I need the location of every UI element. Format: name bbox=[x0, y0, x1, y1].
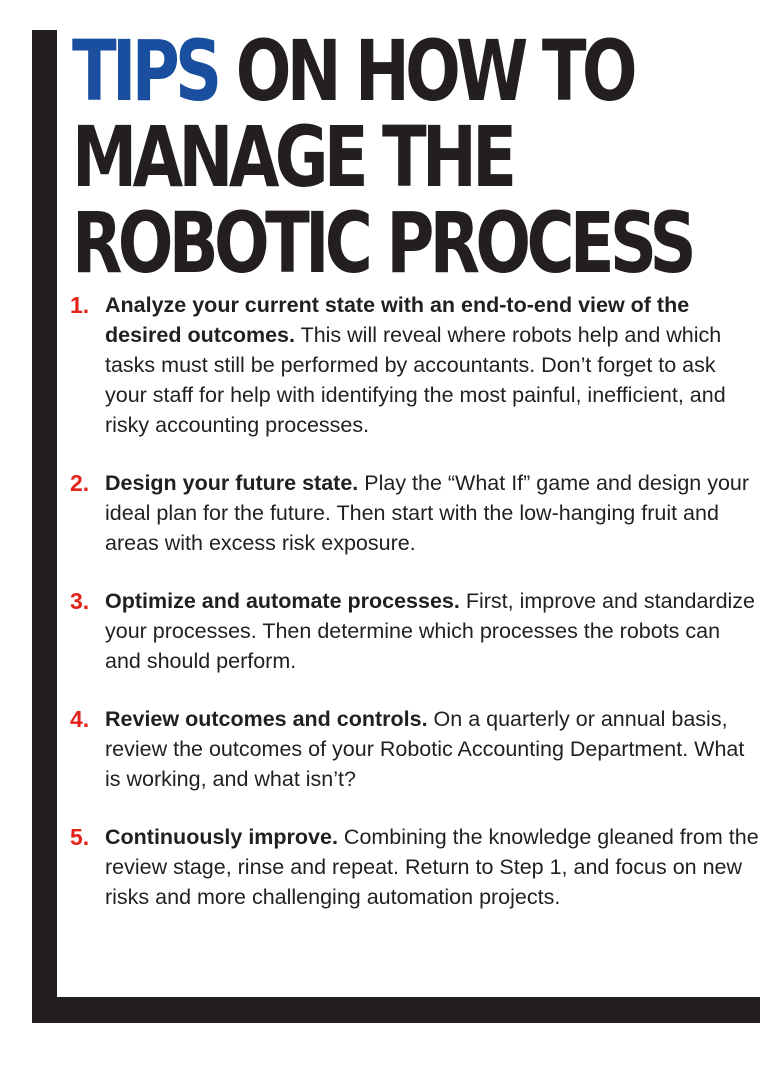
tip-heading: Continuously improve. bbox=[105, 825, 338, 849]
tip-heading: Analyze your current state with an end-to-end view of the desired outcomes. bbox=[105, 293, 690, 347]
tip-number: 2. bbox=[70, 470, 90, 496]
tip-item-4 bbox=[70, 704, 760, 794]
tip-item-2 bbox=[70, 468, 760, 558]
tip-body: On a quarterly or annual basis, review the outcomes of your Robotic Accounting Department. What is working, and what isn’t? bbox=[105, 707, 745, 791]
title-line-3: ROBOTIC PROCESS bbox=[72, 194, 693, 292]
tip-item-3 bbox=[70, 586, 760, 676]
tip-heading: Design your future state. bbox=[105, 471, 359, 495]
tip-number: 1. bbox=[70, 292, 90, 318]
tip-body: Combining the knowledge gleaned from the review stage, rinse and repeat. Return to Step 1, and focus on new risks and more challenging automation projects. bbox=[105, 825, 759, 909]
page-title bbox=[72, 22, 693, 292]
tip-body: Play the “What If” game and design your ideal plan for the future. Then start with the low-hanging fruit and areas with excess risk exposure. bbox=[105, 471, 750, 555]
tip-number: 5. bbox=[70, 824, 90, 850]
tip-heading: Review outcomes and controls. bbox=[105, 707, 428, 731]
tips-list bbox=[70, 290, 760, 940]
title-line-2: MANAGE THE bbox=[72, 108, 513, 206]
tip-body: First, improve and standardize your processes. Then determine which processes the robots can and should perform. bbox=[105, 589, 756, 673]
tip-number: 3. bbox=[70, 588, 90, 614]
tip-number: 4. bbox=[70, 706, 90, 732]
title-accent-word: TIPS bbox=[72, 22, 218, 120]
title-line-1-rest: ON HOW TO bbox=[217, 22, 633, 120]
tip-heading: Optimize and automate processes. bbox=[105, 589, 460, 613]
frame-bottom-bar bbox=[32, 997, 760, 1023]
title-line-1 bbox=[72, 22, 633, 120]
tip-item-1 bbox=[70, 290, 760, 440]
tip-item-5 bbox=[70, 822, 760, 912]
tip-body: This will reveal where robots help and which tasks must still be performed by accountants. Don’t forget to ask your staff for help with identifying the most painful, inefficient, and risky accounting processes. bbox=[105, 323, 726, 437]
frame-left-bar bbox=[32, 30, 57, 1023]
